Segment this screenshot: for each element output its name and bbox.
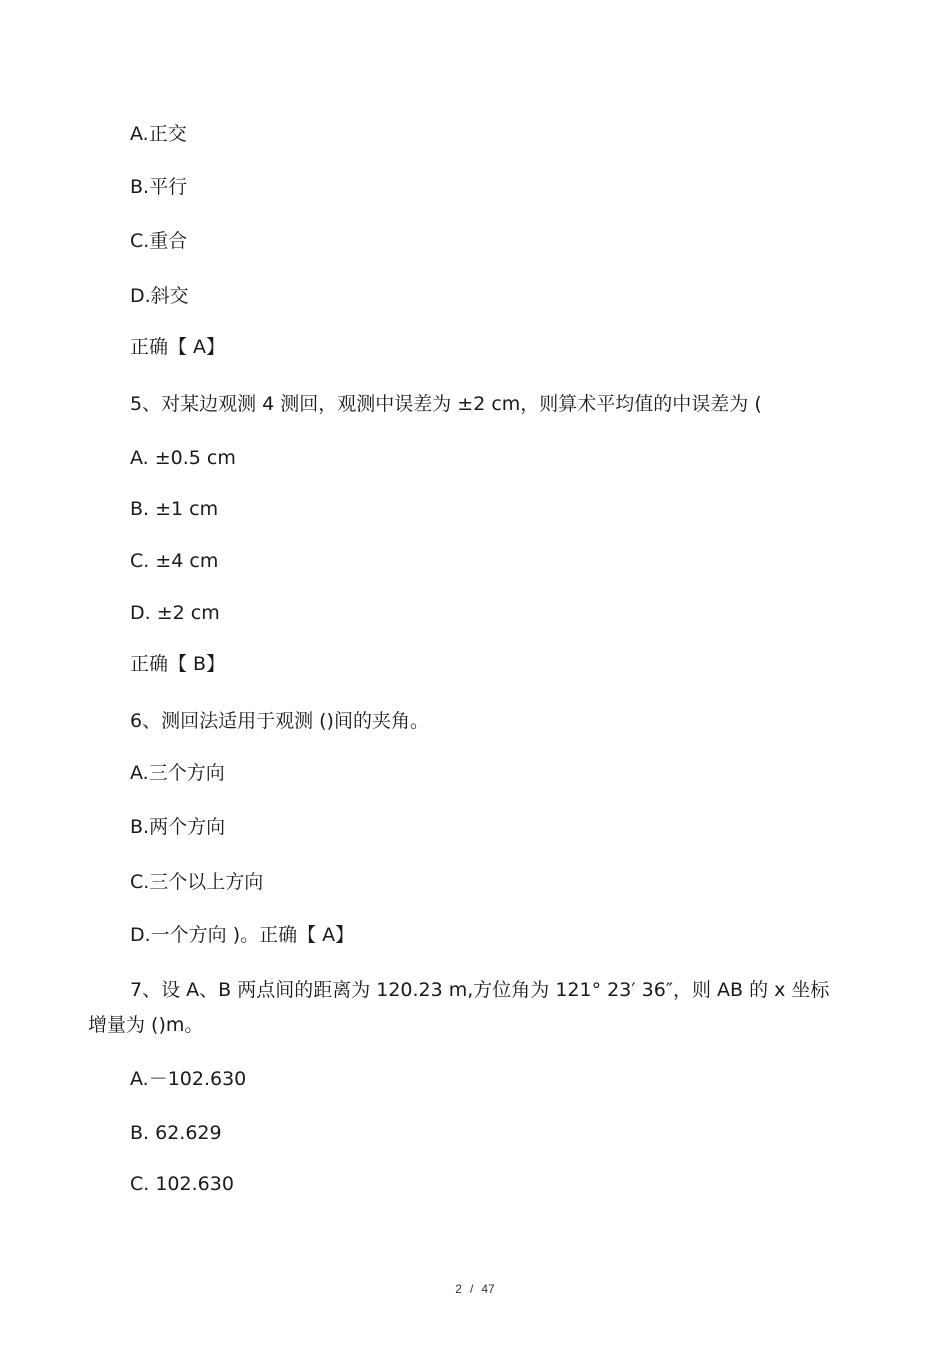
option-line: A.正交 <box>130 123 187 145</box>
option-line: B.两个方向 <box>130 816 226 838</box>
question-line-continued: 增量为 ()m。 <box>88 1014 204 1036</box>
option-line: D.斜交 <box>130 285 189 307</box>
option-line: A. ±0.5 cm <box>130 447 236 469</box>
question-line: 6、测回法适用于观测 ()间的夹角。 <box>130 710 429 732</box>
option-line: B.平行 <box>130 176 188 198</box>
total-pages: 47 <box>481 1282 495 1296</box>
option-line: C. ±4 cm <box>130 550 219 572</box>
option-answer-line: D.一个方向 )。正确【 A】 <box>130 924 355 946</box>
option-line: C. 102.630 <box>130 1173 234 1195</box>
answer-line: 正确【 A】 <box>130 336 226 358</box>
option-line: A.三个方向 <box>130 762 225 784</box>
option-line: C.三个以上方向 <box>130 871 264 893</box>
option-line: C.重合 <box>130 230 188 252</box>
question-line: 5、对某边观测 4 测回，观测中误差为 ±2 cm，则算术平均值的中误差为 ( <box>130 393 762 415</box>
option-line: D. ±2 cm <box>130 602 220 624</box>
option-line: A.－102.630 <box>130 1068 247 1090</box>
current-page: 2 <box>455 1282 462 1296</box>
page-number <box>0 1282 950 1296</box>
option-line: B. 62.629 <box>130 1122 222 1144</box>
answer-line: 正确【 B】 <box>130 653 226 675</box>
question-line: 7、设 A、B 两点间的距离为 120.23 m,方位角为 121° 23′ 36″，则 AB 的 x 坐标 <box>130 979 830 1001</box>
page-separator: / <box>469 1282 474 1296</box>
option-line: B. ±1 cm <box>130 498 219 520</box>
